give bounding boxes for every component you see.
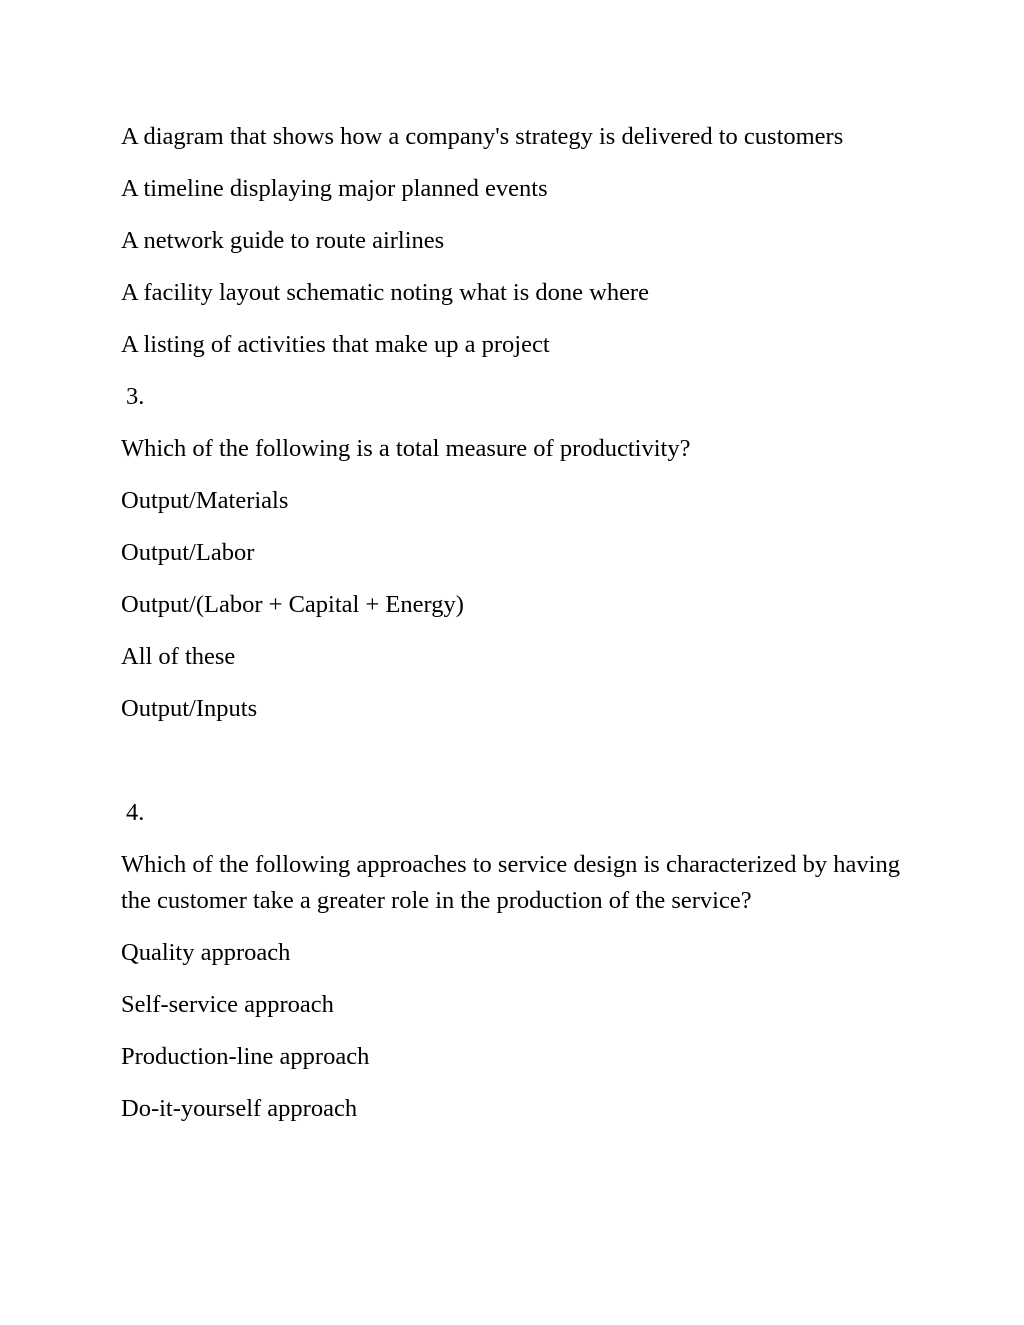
document-page — [121, 119, 911, 1143]
answer-option: Production-line approach — [121, 1043, 370, 1070]
question-4 — [121, 795, 911, 1127]
answer-option: A diagram that shows how a company's strategy is delivered to customers — [121, 123, 844, 150]
answer-option: Output/Labor — [121, 539, 255, 566]
answer-option: Output/Materials — [121, 487, 289, 514]
answer-option: A facility layout schematic noting what is done where — [121, 279, 649, 306]
question-number: 4. — [126, 799, 145, 826]
question-text: Which of the following approaches to service design is characterized by having the customer take a greater role in the production of the service? — [121, 851, 900, 914]
answer-option: Output/Inputs — [121, 695, 258, 722]
blank-space — [121, 743, 911, 795]
question-3 — [121, 379, 911, 727]
answer-option: All of these — [121, 643, 236, 670]
answer-option: Quality approach — [121, 939, 291, 966]
answer-option: A timeline displaying major planned events — [121, 175, 548, 202]
question-text: Which of the following is a total measure of productivity? — [121, 435, 691, 462]
answer-option: A listing of activities that make up a project — [121, 331, 550, 358]
question-number: 3. — [126, 383, 145, 410]
question-2-options — [121, 119, 911, 363]
answer-option: Output/(Labor + Capital + Energy) — [121, 591, 464, 618]
answer-option: Do-it-yourself approach — [121, 1095, 358, 1122]
answer-option: A network guide to route airlines — [121, 227, 445, 254]
answer-option: Self-service approach — [121, 991, 334, 1018]
